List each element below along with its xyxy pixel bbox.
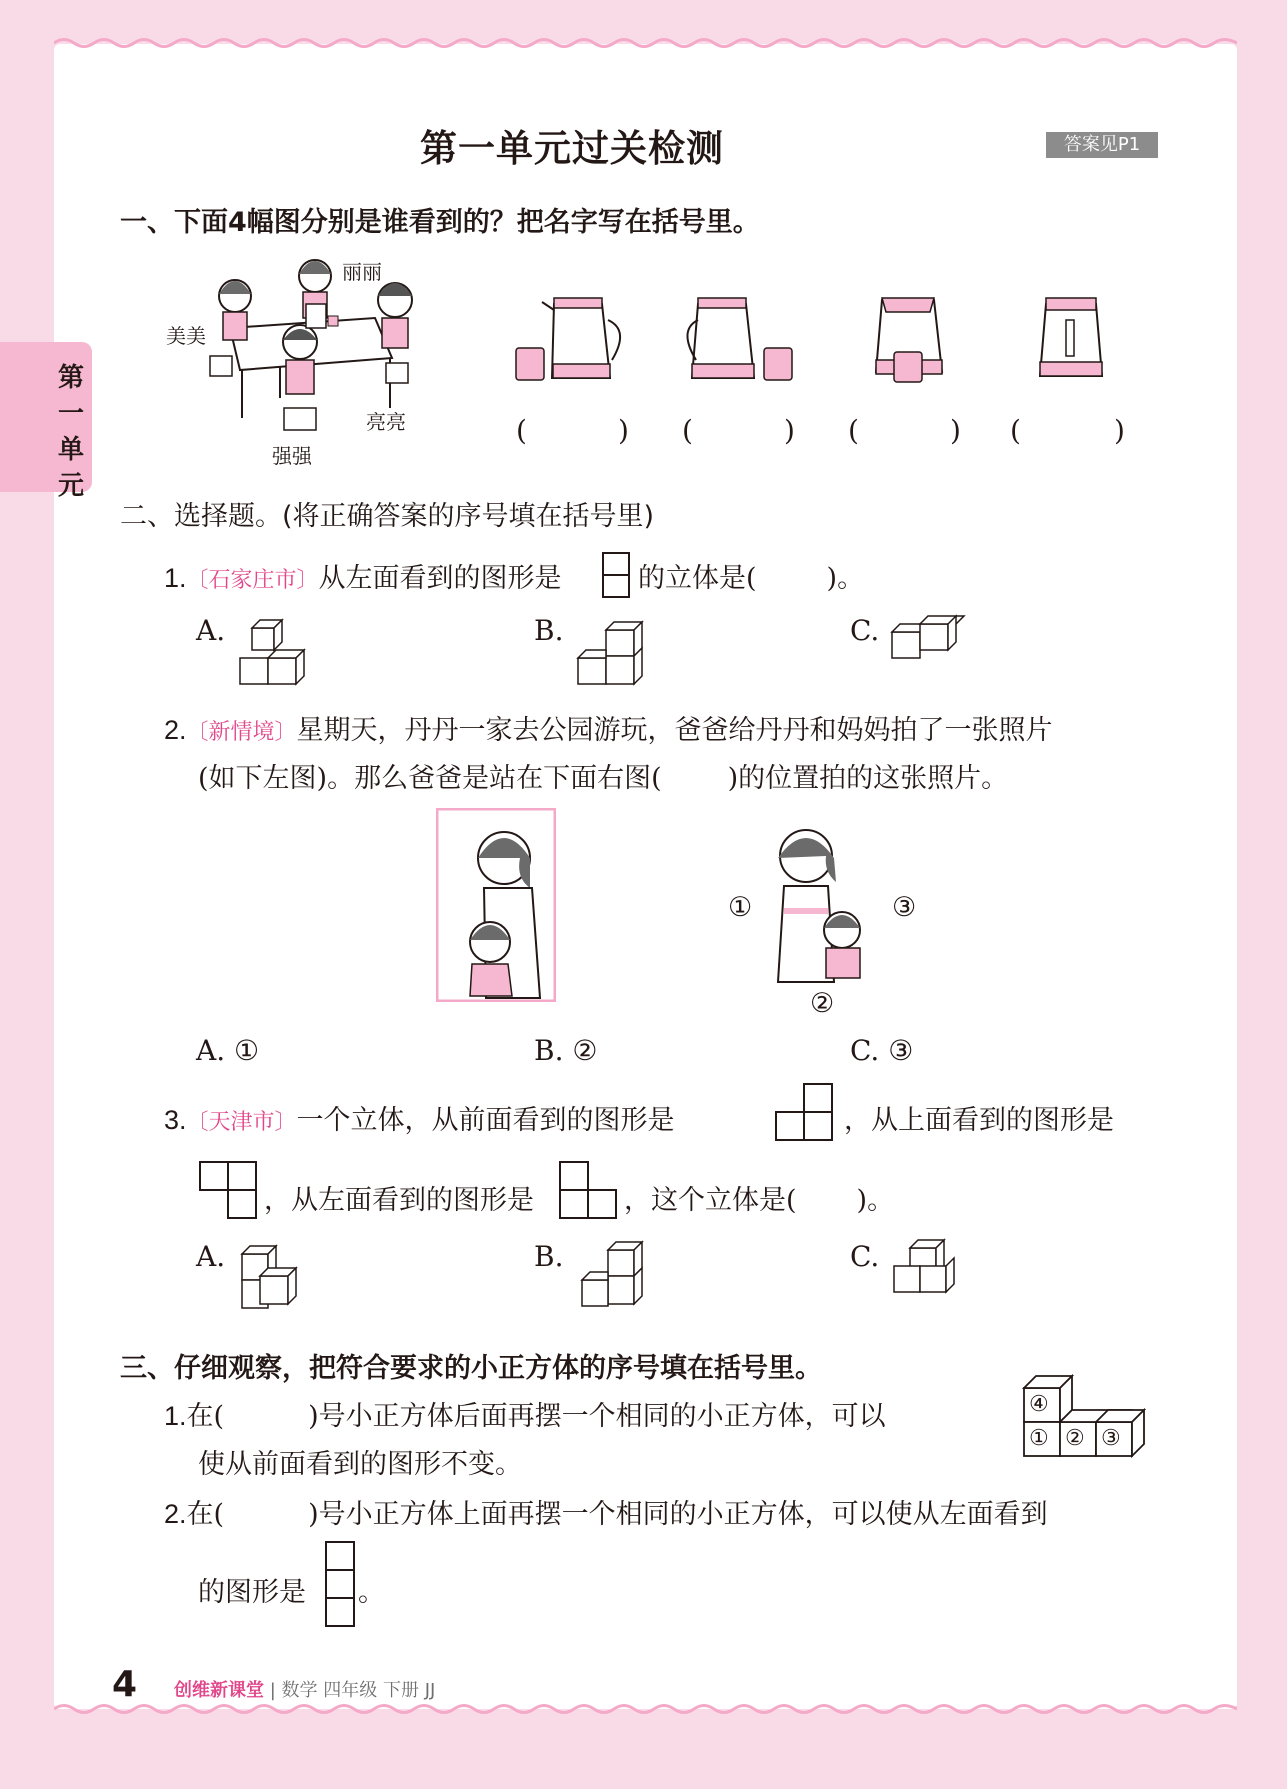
q3-1-line2: 使从前面看到的图形不变。	[198, 1449, 522, 1480]
q2-1-text-c: )。	[826, 563, 865, 594]
q2-2-line2b-text: )的位置拍的这张照片。	[727, 763, 1009, 794]
q3-1-number: 1.	[164, 1401, 187, 1431]
q2-2-line1	[164, 708, 1053, 747]
page-title: 第一单元过关检测	[420, 127, 724, 170]
answer-reference-badge: 答案见P1	[1046, 132, 1158, 158]
view-2-kettle-cup-right	[682, 290, 802, 390]
footer-edition: JJ	[424, 1680, 436, 1701]
label-lili: 丽丽	[342, 260, 382, 284]
blank-3-close: )	[950, 414, 961, 447]
q2-2-option-c: C. ③	[850, 1034, 914, 1067]
q2-1-text-b: 的立体是(	[638, 563, 757, 594]
q2-3-number: 3.	[164, 1105, 187, 1135]
q2-3-line1-start	[164, 1098, 675, 1137]
blank-2-open: (	[682, 414, 693, 447]
q3-1-text-b: )号小正方体后面再摆一个相同的小正方体，可以	[308, 1401, 886, 1432]
view-4-kettle-back	[1036, 290, 1116, 390]
view-1-kettle-cup-left	[510, 290, 630, 390]
blank-2-close: )	[784, 414, 795, 447]
q2-1-view-shape	[602, 552, 630, 598]
q2-3-option-a-cubes	[238, 1236, 310, 1316]
q2-2-photo-mother-daughter	[436, 808, 556, 1002]
blank-1-close: )	[618, 414, 629, 447]
blank-1-open: (	[516, 414, 527, 447]
cube-label-1: ①	[1029, 1426, 1049, 1451]
q2-2-number: 2.	[164, 715, 187, 745]
q3-2-left-view-shape	[324, 1540, 358, 1632]
q2-1-number: 1.	[164, 563, 187, 593]
q3-2-line2	[198, 1570, 306, 1609]
q2-3-option-c-label: C.	[850, 1240, 880, 1273]
q2-2-position-diagram	[764, 812, 884, 1000]
q2-2-source-tag: 〔新情境〕	[186, 720, 297, 745]
position-marker-2: ②	[810, 988, 835, 1019]
page-number: 4	[112, 1664, 138, 1705]
q2-1-option-a-cubes	[238, 616, 308, 688]
cube-label-4: ④	[1029, 1392, 1049, 1417]
q2-3-option-b-label: B.	[534, 1240, 564, 1273]
cube-label-3: ③	[1101, 1426, 1121, 1451]
label-meimei: 美美	[166, 324, 206, 348]
q2-3-front-view-shape	[774, 1082, 836, 1144]
q2-1-line	[164, 556, 562, 595]
cube-label-2: ②	[1065, 1426, 1085, 1451]
footer-term: 下册	[383, 1680, 420, 1701]
blank-3-open: (	[848, 414, 859, 447]
q2-1-text-b-line	[638, 556, 864, 595]
q2-2-line2-text: (如下左图)。那么爸爸是站在下面右图(	[198, 763, 662, 794]
q3-2-text-c: 的图形是	[198, 1577, 306, 1608]
q2-2-line2	[198, 756, 1008, 795]
q2-3-top-view-shape	[198, 1160, 260, 1222]
q2-1-option-c-label: C.	[850, 614, 880, 647]
kids-around-table-illustration	[160, 248, 430, 468]
footer-grade: 四年级	[323, 1680, 378, 1701]
q3-2-text-a: 在(	[186, 1499, 225, 1530]
q2-1-source-tag: 〔石家庄市〕	[186, 568, 319, 593]
q2-1-option-c-cubes	[890, 614, 970, 664]
q2-2-option-b: B. ②	[534, 1034, 598, 1067]
unit-tab-label: 第一单元	[57, 363, 84, 501]
q2-3-text-d-line	[624, 1178, 894, 1217]
wavy-border-bottom	[54, 1702, 1237, 1716]
q2-3-text-a: 一个立体，从前面看到的图形是	[296, 1105, 675, 1136]
view-3-kettle-cup-front	[872, 290, 952, 390]
q3-1-text-a: 在(	[186, 1401, 225, 1432]
q2-1-text-a: 从左面看到的图形是	[318, 563, 562, 594]
q2-3-option-b-cubes	[576, 1236, 648, 1316]
label-qiangqiang: 强强	[272, 444, 312, 468]
footer-divider: |	[269, 1680, 276, 1701]
q3-2-line1	[164, 1492, 1048, 1531]
q2-2-line1-text: 星期天，丹丹一家去公园游玩，爸爸给丹丹和妈妈拍了一张照片	[296, 715, 1053, 746]
q3-2-number: 2.	[164, 1499, 187, 1529]
q3-2-text-d: 。	[358, 1577, 385, 1608]
q2-3-text-e: )。	[856, 1185, 895, 1216]
unit-side-tab	[0, 342, 92, 501]
q2-1-option-a-label: A.	[196, 614, 226, 647]
q2-3-source-tag: 〔天津市〕	[186, 1110, 297, 1135]
section3-heading: 三、仔细观察，把符合要求的小正方体的序号填在括号里。	[120, 1353, 822, 1384]
q2-3-text-d: ，这个立体是(	[624, 1185, 797, 1216]
footer-brand: 创维新课堂	[174, 1680, 264, 1701]
q2-2-option-a: A. ①	[196, 1034, 260, 1067]
q3-2-text-b: )号小正方体上面再摆一个相同的小正方体，可以使从左面看到	[308, 1499, 1048, 1530]
boy-qiangqiang	[283, 325, 317, 430]
q2-3-option-a-label: A.	[196, 1240, 226, 1273]
q2-3-text-c: ，从左面看到的图形是	[264, 1185, 534, 1216]
section1-heading: 一、下面4幅图分别是谁看到的？把名字写在括号里。	[120, 207, 760, 238]
q3-1-line1	[164, 1394, 886, 1433]
position-marker-1: ①	[728, 892, 753, 923]
q2-3-text-b: ，从上面看到的图形是	[844, 1105, 1114, 1136]
footer-subject: 数学	[281, 1680, 318, 1701]
q2-3-left-view-shape	[558, 1160, 620, 1222]
wavy-border-top	[54, 36, 1237, 50]
footer-book-info	[174, 1676, 435, 1702]
blank-4-open: (	[1010, 414, 1021, 447]
boy-liangliang	[378, 283, 412, 383]
q2-3-option-c-cubes	[890, 1236, 962, 1306]
q2-1-option-b-label: B.	[534, 614, 564, 647]
label-liangliang: 亮亮	[366, 410, 406, 434]
blank-4-close: )	[1114, 414, 1125, 447]
section2-heading: 二、选择题。(将正确答案的序号填在括号里)	[120, 501, 655, 532]
q2-1-option-b-cubes	[576, 616, 646, 688]
position-marker-3: ③	[892, 892, 917, 923]
